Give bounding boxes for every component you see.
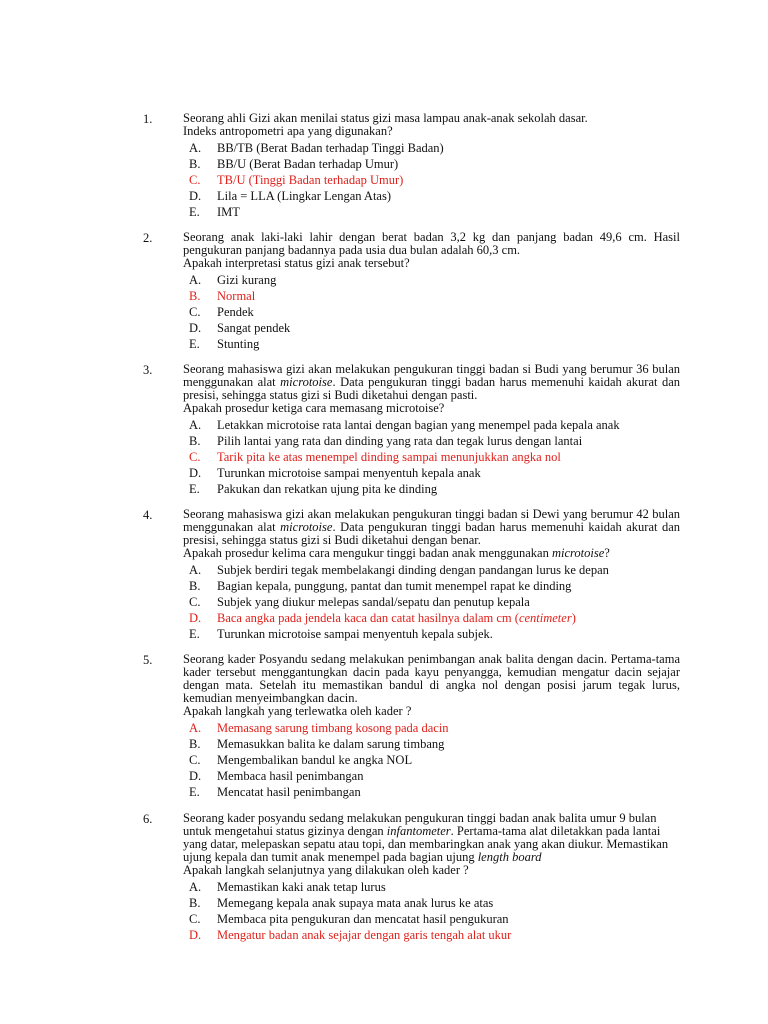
option-text-a: Baca angka pada jendela kaca dan catat hasilnya dalam cm ( [217, 611, 519, 625]
option-d[interactable] [189, 320, 683, 336]
option-letter: D. [189, 321, 202, 335]
option-letter: E. [189, 205, 200, 219]
option-letter: E. [189, 482, 200, 496]
option-text: Memasukkan balita ke dalam sarung timbang [217, 737, 445, 751]
option-text: Pilih lantai yang rata dan dinding yang rata dan tegak lurus dengan lantai [217, 434, 583, 448]
option-text: Membaca hasil penimbangan [217, 769, 364, 783]
stem-question-italic: microtoise [551, 546, 605, 560]
options-list [189, 272, 683, 352]
option-letter: C. [189, 912, 201, 926]
option-text [217, 610, 576, 626]
option-letter: E. [189, 337, 200, 351]
stem-line-4-italic: length board [477, 850, 542, 864]
option-d[interactable] [189, 610, 683, 626]
option-letter: C. [189, 305, 201, 319]
options-list [189, 417, 683, 497]
stem-text-b: . Data pengukuran tinggi badan harus memenuhi kaidah akurat dan presisi, sehingga status gizi si Budi diketahui dengan benar. [183, 520, 680, 547]
options-list [189, 720, 683, 800]
stem-text: Seorang anak laki-laki lahir dengan berat badan 3,2 kg dan panjang badan 49,6 cm. Hasil pengukuran panjang badannya pada usia dua bulan adalah 60,3 cm. [183, 230, 680, 257]
option-text: Turunkan microtoise sampai menyentuh kepala subjek. [217, 627, 493, 641]
option-text: Lila = LLA (Lingkar Lengan Atas) [217, 189, 392, 203]
stem-text: Seorang kader Posyandu sedang melakukan penimbangan anak balita dengan dacin. Pertama-tama kader tersebut menggantungkan dacin pada kayu penyangga, kemudian mengatur dacin sejajar dengan mata. Setelah itu memastikan bandul di angka nol dengan posisi jarum tegak lurus, kemudian menyeimbangkan dacin. [183, 652, 680, 705]
stem-question: Apakah interpretasi status gizi anak tersebut? [183, 256, 410, 270]
option-letter: D. [189, 611, 202, 625]
stem-question: Apakah langkah yang terlewatka oleh kader ? [183, 704, 412, 718]
option-text: Normal [217, 289, 256, 303]
question-stem [183, 508, 680, 560]
option-letter: A. [189, 141, 202, 155]
option-text-b: ) [571, 611, 576, 625]
option-letter: D. [189, 928, 202, 942]
stem-line-1: Seorang kader posyandu sedang melakukan pengukuran tinggi badan anak balita umur 9 bulan [183, 811, 657, 825]
question-2 [143, 231, 683, 352]
question-stem [183, 231, 680, 270]
option-a[interactable] [189, 417, 683, 433]
stem-question: Apakah langkah selanjutnya yang dilakukan oleh kader ? [183, 863, 469, 877]
stem-line-2-a: untuk mengetahui status gizinya dengan [183, 824, 387, 838]
stem-text-a: Seorang mahasiswa gizi akan melakukan pengukuran tinggi badan si Budi yang berumur 36 bulan menggunakan alat [183, 362, 680, 389]
option-letter: B. [189, 896, 201, 910]
options-list [189, 879, 683, 943]
option-letter: E. [189, 785, 200, 799]
question-3 [143, 363, 683, 497]
option-letter: D. [189, 466, 202, 480]
stem-italic: microtoise [280, 520, 333, 534]
option-text: Subjek berdiri tegak membelakangi dinding dengan pandangan lurus ke depan [217, 563, 609, 577]
option-text: Stunting [217, 337, 260, 351]
option-letter: A. [189, 880, 202, 894]
option-letter: E. [189, 627, 200, 641]
option-text-italic: centimeter [518, 611, 572, 625]
stem-text [183, 363, 680, 402]
stem-question-b: ? [604, 546, 610, 560]
option-d[interactable] [189, 768, 683, 784]
option-b[interactable] [189, 736, 683, 752]
option-d[interactable] [189, 465, 683, 481]
option-letter: A. [189, 418, 202, 432]
stem-italic: microtoise [280, 375, 333, 389]
option-text: Letakkan microtoise rata lantai dengan bagian yang menempel pada kepala anak [217, 418, 620, 432]
option-text: Bagian kepala, punggung, pantat dan tumit menempel rapat ke dinding [217, 579, 572, 593]
option-a[interactable] [189, 879, 683, 895]
option-text: IMT [217, 205, 240, 219]
option-text: BB/TB (Berat Badan terhadap Tinggi Badan) [217, 141, 444, 155]
stem-question [183, 547, 680, 560]
option-text: Pendek [217, 305, 254, 319]
option-text: Mengembalikan bandul ke angka NOL [217, 753, 413, 767]
option-a[interactable] [189, 272, 683, 288]
option-text: Memegang kepala anak supaya mata anak lurus ke atas [217, 896, 494, 910]
question-stem [183, 112, 680, 138]
stem-question-a: Apakah prosedur kelima cara mengukur tinggi badan anak menggunakan [183, 546, 552, 560]
option-b[interactable] [189, 895, 683, 911]
option-c[interactable] [189, 172, 683, 188]
option-text: TB/U (Tinggi Badan terhadap Umur) [217, 173, 404, 187]
option-letter: B. [189, 737, 201, 751]
stem-question: Indeks antropometri apa yang digunakan? [183, 124, 393, 138]
question-number: 1. [143, 112, 153, 126]
option-letter: A. [189, 273, 202, 287]
option-c[interactable] [189, 594, 683, 610]
option-letter: C. [189, 753, 201, 767]
option-a[interactable] [189, 140, 683, 156]
question-stem [183, 812, 680, 877]
option-c[interactable] [189, 449, 683, 465]
stem-line-2-b: . Pertama-tama alat diletakkan pada lantai [450, 824, 661, 838]
stem-text-b: . Data pengukuran tinggi badan harus memenuhi kaidah akurat dan presisi, sehingga status gizi si Budi diketahui dengan pasti. [183, 375, 680, 402]
option-c[interactable] [189, 911, 683, 927]
question-number: 3. [143, 363, 153, 377]
stem-text [183, 508, 680, 547]
option-text: Memastikan kaki anak tetap lurus [217, 880, 386, 894]
option-a[interactable] [189, 720, 683, 736]
option-letter: B. [189, 579, 201, 593]
option-text: Sangat pendek [217, 321, 291, 335]
options-list [189, 140, 683, 220]
option-letter: D. [189, 189, 202, 203]
option-text: Turunkan microtoise sampai menyentuh kepala anak [217, 466, 481, 480]
stem-question: Apakah prosedur ketiga cara memasang microtoise? [183, 401, 445, 415]
question-stem [183, 653, 680, 718]
option-letter: D. [189, 769, 202, 783]
question-6 [143, 812, 683, 943]
option-b[interactable] [189, 156, 683, 172]
option-text: Membaca pita pengukuran dan mencatat hasil pengukuran [217, 912, 509, 926]
stem-line-3: yang datar, melepaskan sepatu atau topi, dan membaringkan anak yang akan diukur. Memastikan [183, 837, 669, 851]
option-d[interactable] [189, 188, 683, 204]
option-letter: A. [189, 721, 202, 735]
option-text: Memasang sarung timbang kosong pada dacin [217, 721, 449, 735]
option-e[interactable] [189, 204, 683, 220]
question-1 [143, 112, 683, 220]
option-letter: B. [189, 157, 201, 171]
option-d[interactable] [189, 927, 683, 943]
stem-text-a: Seorang mahasiswa gizi akan melakukan pengukuran tinggi badan si Dewi yang berumur 42 bulan menggunakan alat [183, 507, 680, 534]
option-text: BB/U (Berat Badan terhadap Umur) [217, 157, 399, 171]
stem-text: Seorang ahli Gizi akan menilai status gizi masa lampau anak-anak sekolah dasar. [183, 111, 588, 125]
option-c[interactable] [189, 304, 683, 320]
question-number: 2. [143, 231, 153, 245]
option-b[interactable] [189, 288, 683, 304]
option-a[interactable] [189, 562, 683, 578]
option-text: Mengatur badan anak sejajar dengan garis tengah alat ukur [217, 928, 512, 942]
options-list [189, 562, 683, 642]
option-letter: A. [189, 563, 202, 577]
stem-line-2-italic: infantometer [386, 824, 451, 838]
option-e[interactable] [189, 626, 683, 642]
option-letter: B. [189, 289, 201, 303]
option-letter: C. [189, 450, 201, 464]
option-e[interactable] [189, 336, 683, 352]
option-e[interactable] [189, 784, 683, 800]
question-number: 4. [143, 508, 153, 522]
option-text: Tarik pita ke atas menempel dinding sampai menunjukkan angka nol [217, 450, 561, 464]
option-text: Mencatat hasil penimbangan [217, 785, 361, 799]
option-letter: B. [189, 434, 201, 448]
question-stem [183, 363, 680, 415]
question-number: 6. [143, 812, 153, 826]
option-e[interactable] [189, 481, 683, 497]
option-text: Subjek yang diukur melepas sandal/sepatu dan penutup kepala [217, 595, 530, 609]
option-b[interactable] [189, 578, 683, 594]
option-c[interactable] [189, 752, 683, 768]
question-4 [143, 508, 683, 642]
option-text: Gizi kurang [217, 273, 277, 287]
option-letter: C. [189, 595, 201, 609]
question-5 [143, 653, 683, 800]
option-b[interactable] [189, 433, 683, 449]
option-letter: C. [189, 173, 201, 187]
option-text: Pakukan dan rekatkan ujung pita ke dinding [217, 482, 438, 496]
stem-line-4-a: ujung kepala dan tumit anak menempel pada bagian ujung [183, 850, 478, 864]
question-number: 5. [143, 653, 153, 667]
